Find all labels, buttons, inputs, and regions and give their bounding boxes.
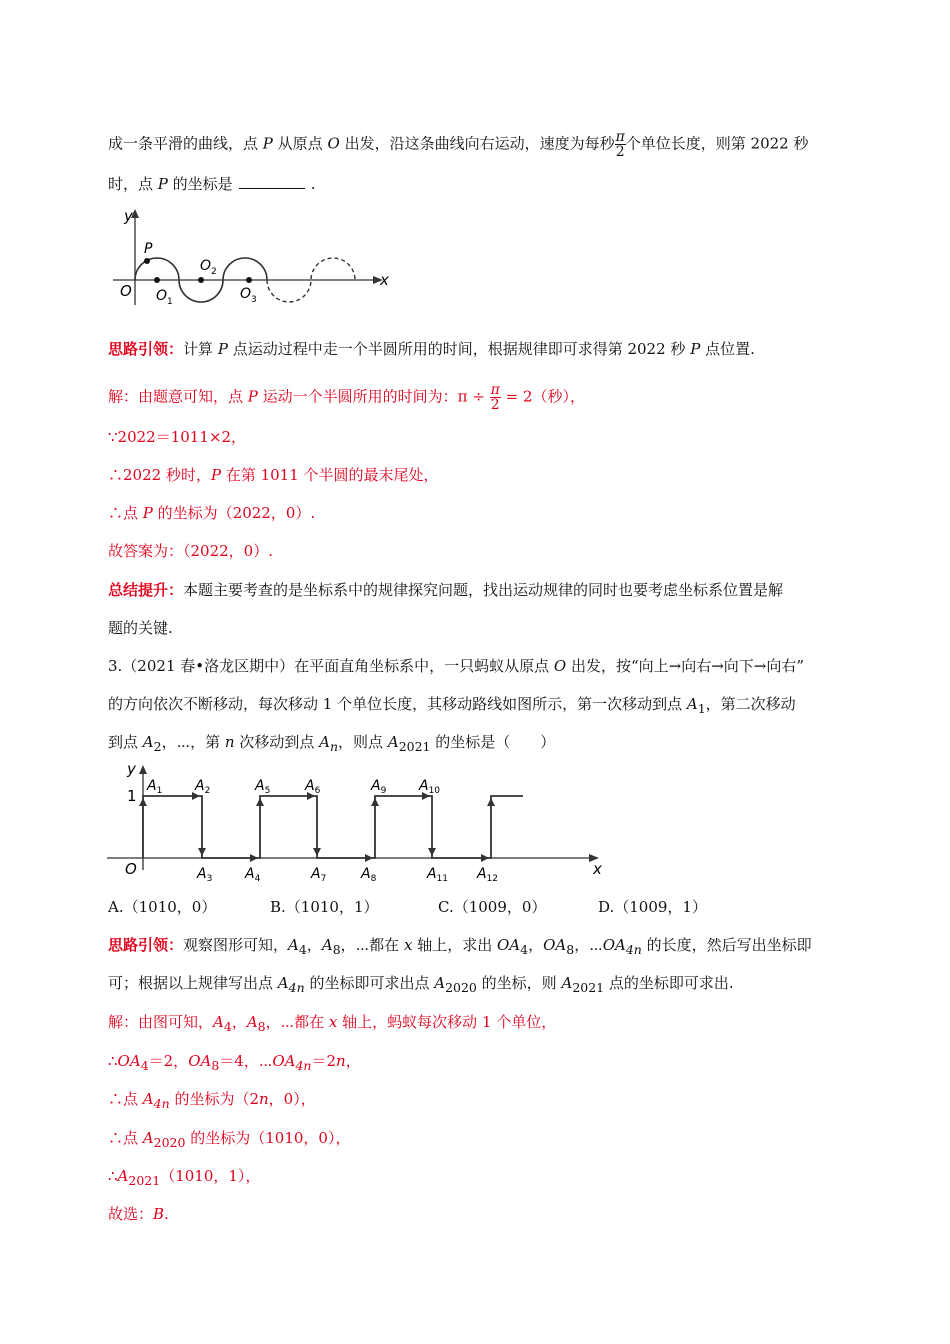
q3-hint-1: 思路引领：观察图形可知，$A_4$，$A_8$，⋯都在 x 轴上，求出 $OA_4$，$OA_8$，$\cdots OA_{4n}$ 的长度，然后写出坐标即 (108, 936, 812, 957)
var-a: A (561, 974, 573, 992)
label-a1: $A_1$ (147, 778, 163, 796)
sub: 1 (697, 701, 706, 716)
option-a[interactable]: A.（1010，0） (108, 898, 217, 916)
var-oa: OA (543, 936, 567, 954)
q2-solution-1 (108, 383, 585, 412)
label-o2-sub: 2 (211, 267, 217, 277)
sub: 2021 (398, 739, 431, 754)
var-a: A (142, 1129, 154, 1147)
var-p: P (262, 134, 273, 153)
text: ，⋯ (574, 936, 603, 954)
var-a: A (277, 974, 289, 992)
text: 解：由图可知， (108, 1013, 214, 1031)
label-a2: $A_2$ (195, 778, 211, 796)
point-o2 (198, 277, 204, 283)
label-a6: $A_6$ (305, 778, 321, 796)
q2-curve-figure (108, 205, 398, 320)
sub: 2020 (445, 980, 477, 995)
fraction-pi-over-2 (490, 383, 501, 412)
text: 的坐标，则 (481, 974, 557, 992)
point-o3 (246, 277, 252, 283)
text: 点位置. (705, 340, 755, 358)
sub: 4n (625, 942, 642, 957)
sub: 8 (211, 1058, 220, 1073)
frac-den: 2 (490, 397, 500, 413)
q2-line-1 (108, 130, 809, 159)
label-o3-sub: 3 (251, 295, 257, 305)
sub: 4n (288, 980, 305, 995)
sub: 4n (295, 1058, 312, 1073)
sub: 4 (298, 942, 307, 957)
text: ，⋯，第 (161, 733, 221, 751)
var-a: A (142, 733, 154, 751)
text: 从原点 (277, 134, 323, 153)
text: 出发，沿这条曲线向右运动，速度为每秒 (344, 134, 615, 153)
label-o3: O (240, 286, 252, 302)
text: 轴上，蚂蚁每次移动 1 个单位， (342, 1013, 557, 1031)
text: ∴点 (108, 1090, 139, 1108)
sub: n (329, 739, 339, 754)
text: ， (345, 1052, 361, 1070)
var-a: A (319, 733, 330, 751)
sub: 2021 (572, 980, 605, 995)
text: 点运动过程中走一个半圆所用的时间，根据规律即可求得第 2022 秒 (232, 340, 686, 358)
text: 计算 (183, 340, 214, 358)
sub: 2020 (153, 1135, 186, 1150)
text: 的方向依次不断移动，每次移动 1 个单位长度，其移动路线如图所示，第一次移动到点 (108, 695, 683, 713)
sub: 4 (140, 1058, 149, 1073)
var-p: P (142, 504, 153, 522)
text: 到点 (108, 733, 139, 751)
text: ∴点 (108, 504, 139, 522)
q3-solution-2 (108, 1050, 361, 1077)
label-x: x (380, 271, 389, 289)
var-a: A (686, 695, 698, 713)
var-oa: OA (496, 936, 521, 954)
text: 的长度，然后写出坐标即 (646, 936, 812, 954)
text: 点的坐标即可求出. (608, 974, 734, 992)
text: ，0）， (268, 1090, 316, 1108)
label-o2: O (200, 258, 212, 274)
var-a: A (434, 974, 446, 992)
text: 在第 1011 个半圆的最末尾处， (225, 466, 439, 484)
q3-path-figure (105, 760, 605, 885)
sub: 8 (566, 942, 575, 957)
q2-solution-4 (108, 502, 315, 524)
fraction-pi-over-2 (615, 130, 626, 159)
option-c[interactable]: C.（1009，0） (438, 898, 547, 916)
label-one: 1 (127, 787, 137, 805)
label-o1: O (156, 288, 168, 304)
summary-label: 总结提升： (108, 581, 184, 599)
var-oa: OA (602, 936, 626, 954)
var-n: n (258, 1090, 269, 1108)
text: ∴ (108, 1167, 118, 1185)
q2-summary-1 (108, 579, 783, 601)
label-y: y (127, 760, 136, 778)
text: 的坐标即可求出点 (309, 974, 430, 992)
var-p: P (217, 340, 228, 358)
answer-blank (239, 173, 305, 189)
text: 解：由题意可知，点 (108, 387, 244, 406)
var-n: n (224, 733, 235, 751)
label-o: O (125, 860, 137, 878)
var-o: O (327, 134, 340, 153)
var-a: A (321, 936, 333, 954)
label-a7: $A_7$ (311, 866, 327, 884)
frac-den: 2 (615, 144, 625, 160)
label-o1-sub: 1 (167, 297, 173, 307)
q3-line-3 (108, 731, 555, 758)
label-a9: $A_9$ (371, 778, 387, 796)
frac-num: π (490, 382, 500, 398)
text: = 2（秒）， (505, 387, 586, 406)
text: ∴2022 秒时， (108, 466, 211, 484)
option-d[interactable]: D.（1009，1） (598, 898, 707, 916)
sub: 4n (153, 1096, 170, 1111)
text: 的坐标为（2022，0）. (157, 504, 316, 522)
q3-solution-1: 解：由图可知，$A_4$，$A_8$，⋯都在 x 轴上，蚂蚁每次移动 1 个单位， (108, 1013, 557, 1034)
q2-solution-5 (108, 540, 273, 562)
var-a: A (288, 936, 299, 954)
frac-num: π (615, 129, 625, 145)
label-p: P (144, 241, 153, 257)
sub: 2021 (128, 1173, 161, 1188)
text: 成一条平滑的曲线，点 (108, 134, 259, 153)
sub: 8 (257, 1019, 266, 1034)
q3-options (108, 896, 868, 918)
var-oa: OA (188, 1052, 212, 1070)
text: 的坐标是 (172, 175, 233, 193)
text: . (310, 175, 316, 193)
var-p: P (247, 387, 258, 406)
label-o: O (120, 282, 132, 300)
var-oa: OA (272, 1052, 296, 1070)
var-a: A (142, 1090, 154, 1108)
var-b: B (153, 1205, 165, 1223)
point-p (144, 258, 150, 264)
q3-hint-2 (108, 972, 734, 999)
q2-solution-3 (108, 464, 439, 486)
var-p: P (690, 340, 701, 358)
text: 3.（2021 春•洛龙区期中）在平面直角坐标系中，一只蚂蚁从原点 (108, 657, 550, 675)
text: 故答案为：（2022，0）. (108, 542, 273, 560)
var-x: x (403, 936, 413, 954)
var-x: x (328, 1013, 338, 1031)
text: . (164, 1205, 169, 1223)
text: 的坐标为（2 (174, 1090, 259, 1108)
q2-summary-2 (108, 617, 173, 639)
text: ∴点 (108, 1129, 139, 1147)
label-a4: $A_4$ (245, 866, 261, 884)
point-o1 (154, 277, 160, 283)
q3-solution-3 (108, 1088, 316, 1115)
text: 题的关键. (108, 619, 173, 637)
var-p: P (157, 175, 168, 193)
text: 时，点 (108, 175, 154, 193)
text: 轴上，求出 (417, 936, 493, 954)
text: 的坐标为（1010，0）， (190, 1129, 351, 1147)
sub: 8 (332, 942, 341, 957)
var-n: n (336, 1052, 346, 1070)
text: ，⋯都在 (340, 936, 400, 954)
var-a: A (246, 1013, 258, 1031)
text: ＝2， (148, 1052, 189, 1070)
q3-solution-6 (108, 1203, 169, 1225)
q2-line-2 (108, 173, 315, 195)
text: （1010，1）， (160, 1167, 261, 1185)
var-a: A (117, 1167, 129, 1185)
q2-hint (108, 338, 755, 360)
q3-solution-5 (108, 1165, 260, 1192)
text: 出发，按“向上→向右→向下→向右” (570, 657, 805, 675)
q2-solution-2 (108, 426, 246, 448)
label-a5: $A_5$ (255, 778, 271, 796)
label-a8: $A_8$ (361, 866, 377, 884)
text: 本题主要考查的是坐标系中的规律探究问题，找出运动规律的同时也要考虑坐标系位置是解 (183, 581, 784, 599)
label-a3: $A_3$ (197, 866, 213, 884)
text: ，则点 (338, 733, 384, 751)
text: ∵2022＝1011×2， (108, 428, 247, 446)
sub: 4 (520, 942, 529, 957)
y-arrow (139, 765, 147, 774)
label-x: x (593, 860, 602, 878)
var-p: P (210, 466, 222, 484)
sub: 2 (153, 739, 162, 754)
var-oa: OA (117, 1052, 141, 1070)
text: 的坐标是（ ） (435, 733, 556, 751)
option-b[interactable]: B.（1010，1） (270, 898, 379, 916)
label-a12: $A_{12}$ (477, 866, 499, 884)
label-a10: $A_{10}$ (419, 778, 441, 796)
hint-label: 思路引领： (108, 936, 184, 954)
var-a: A (387, 733, 399, 751)
text: 个单位长度，则第 2022 秒 (625, 134, 809, 153)
text: ＝4，⋯ (219, 1052, 273, 1070)
var-o: O (553, 657, 567, 675)
var-a: A (213, 1013, 224, 1031)
text: 次移动到点 (239, 733, 315, 751)
text: ，⋯都在 (265, 1013, 325, 1031)
text: 观察图形可知， (183, 936, 289, 954)
q3-line-1 (108, 655, 804, 677)
q3-line-2 (108, 693, 796, 720)
text: 运动一个半圆所用的时间为：π ÷ (262, 387, 485, 406)
label-y: y (124, 207, 133, 225)
text: ＝2 (311, 1052, 337, 1070)
text: ，第二次移动 (705, 695, 796, 713)
q3-solution-4 (108, 1127, 350, 1154)
hint-label: 思路引领： (108, 340, 184, 358)
label-a11: $A_{11}$ (427, 866, 449, 884)
sub: 4 (223, 1019, 232, 1034)
text: 故选： (108, 1205, 154, 1223)
text: 可；根据以上规律写出点 (108, 974, 274, 992)
text: ∴ (108, 1052, 118, 1070)
